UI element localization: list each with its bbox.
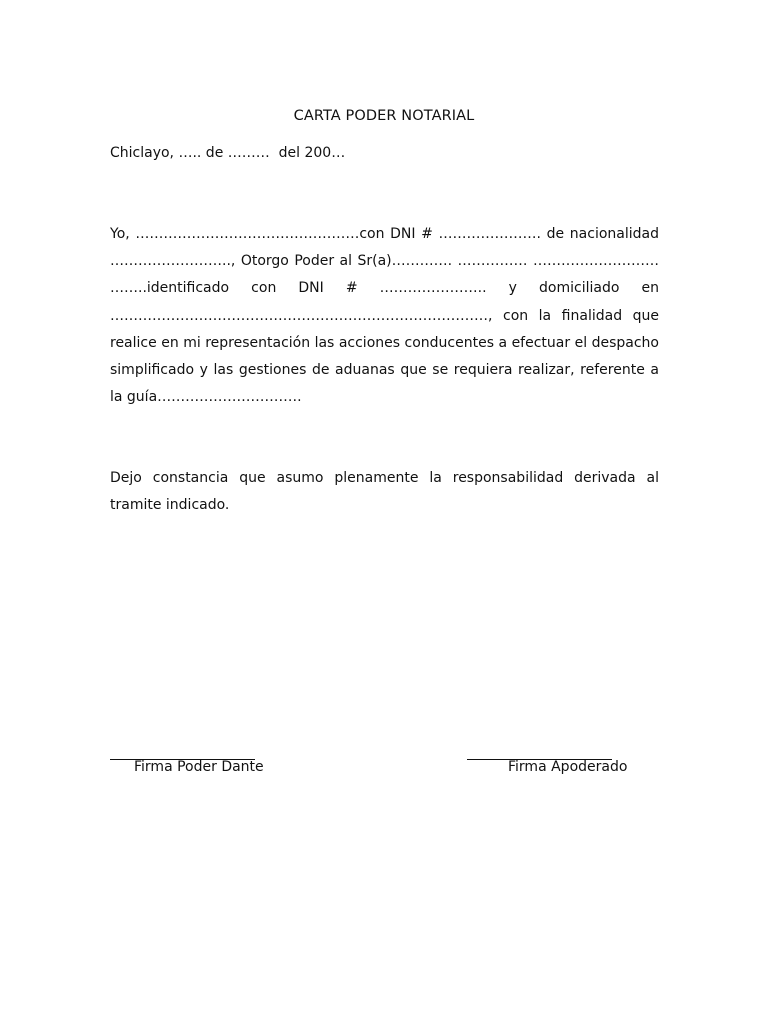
body-paragraph-grant: Yo, …………………………………………con DNI # …………………. de nacionalidad …………………….., Otorgo Poder al Sr(a)…………. …………… ……………………… ……..identificado con DNI # ………………….. y domiciliado en ………………………………………………………………………, con la finalidad que realice en mi representación las acciones conducentes a efectuar el despacho simplificado y las gestiones de aduanas que se requiera realizar, referente a la guía…………………………. — [110, 226, 659, 406]
signature-label-poder-dante: Firma Poder Dante — [134, 759, 264, 775]
body-paragraph-responsibility: Dejo constancia que asumo plenamente la responsabilidad derivada al tramite indicado. — [110, 470, 659, 514]
document-title: CARTA PODER NOTARIAL — [293, 108, 475, 124]
signature-label-apoderado: Firma Apoderado — [508, 759, 628, 775]
place-date-line: Chiclayo, ….. de ……… del 200… — [110, 145, 346, 161]
